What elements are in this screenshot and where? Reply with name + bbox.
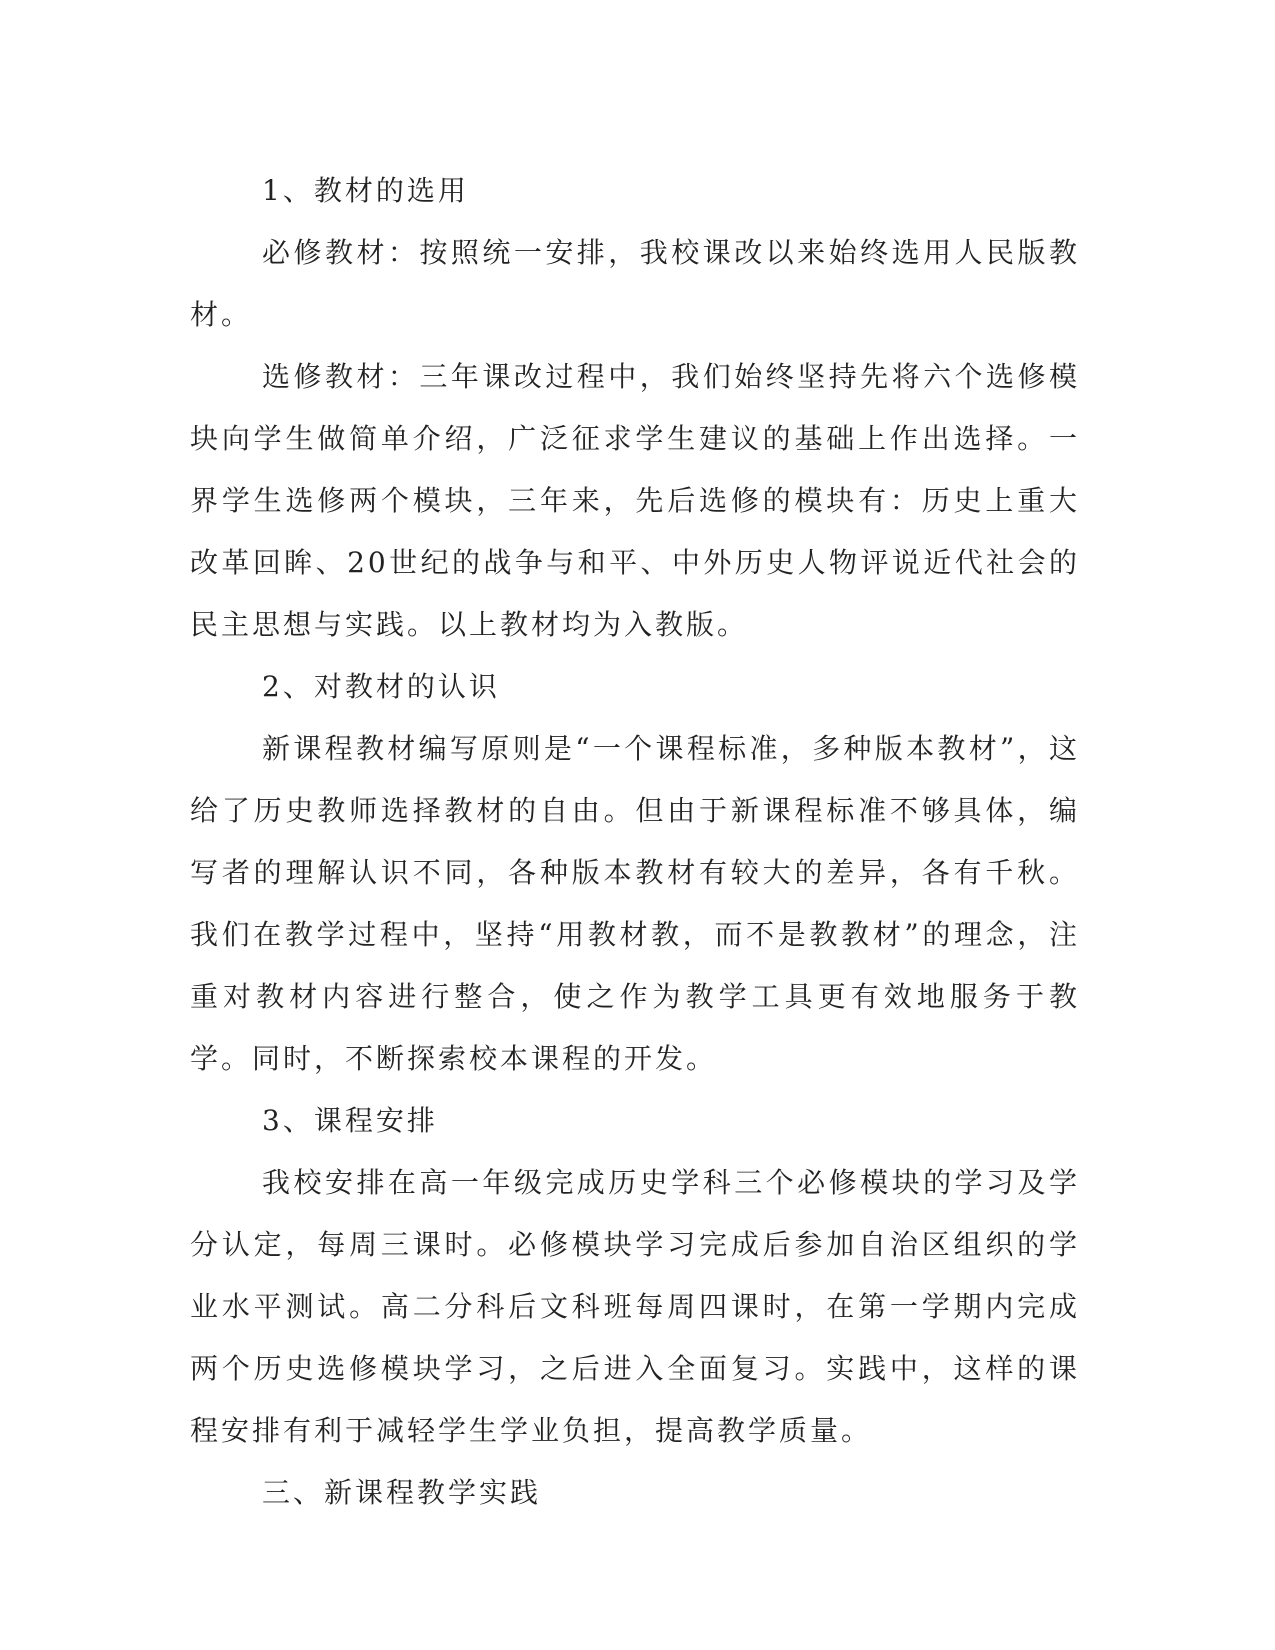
paragraph-elective-textbooks: 选修教材：三年课改过程中，我们始终坚持先将六个选修模块向学生做简单介绍，广泛征求学生建议的基础上作出选择。一界学生选修两个模块，三年来，先后选修的模块有：历史上重大改革回眸、20世纪的战争与和平、中外历史人物评说近代社会的民主思想与实践。以上教材均为入教版。: [190, 360, 1080, 641]
section-heading-teaching-practice: 三、新课程教学实践: [262, 1476, 542, 1509]
section-heading-textbook-selection: 1、教材的选用: [262, 174, 469, 207]
document-body: [190, 160, 1080, 1524]
section-heading-course-arrangement: 3、课程安排: [262, 1104, 438, 1137]
section-heading-textbook-understanding: 2、对教材的认识: [262, 670, 500, 703]
paragraph-textbook-understanding: 新课程教材编写原则是“一个课程标准，多种版本教材”，这给了历史教师选择教材的自由。但由于新课程标准不够具体，编写者的理解认识不同，各种版本教材有较大的差异，各有千秋。我们在教学过程中，坚持“用教材教，而不是教教材”的理念，注重对教材内容进行整合，使之作为教学工具更有效地服务于教学。同时，不断探索校本课程的开发。: [190, 732, 1080, 1075]
paragraph-course-arrangement: 我校安排在高一年级完成历史学科三个必修模块的学习及学分认定，每周三课时。必修模块学习完成后参加自治区组织的学业水平测试。高二分科后文科班每周四课时，在第一学期内完成两个历史选修模块学习，之后进入全面复习。实践中，这样的课程安排有利于减轻学生学业负担，提高教学质量。: [190, 1166, 1080, 1447]
paragraph-required-textbooks: 必修教材：按照统一安排，我校课改以来始终选用人民版教材。: [190, 236, 1080, 331]
